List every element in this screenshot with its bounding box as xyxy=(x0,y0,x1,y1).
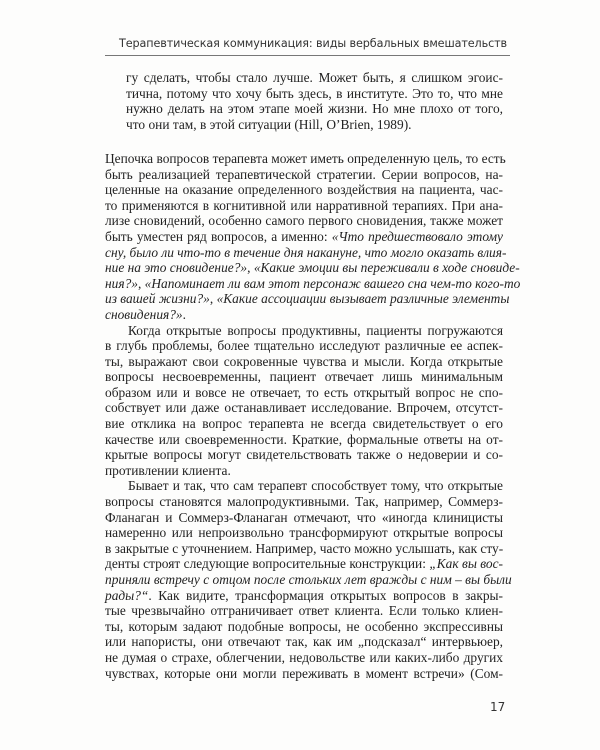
text: в глубь проблемы, более тщательно исследуют различные ее аспек- xyxy=(105,338,503,354)
text: Цепочка вопросов терапевта может иметь определенную цель, то есть xyxy=(105,150,506,166)
italic-text: из вашей жизни?» xyxy=(105,291,210,307)
italic-text: рады?“ xyxy=(105,587,149,603)
text: то применяются в когнитивной или нарративной терапиях. При ана- xyxy=(105,197,503,213)
text-line xyxy=(105,666,503,682)
text-line xyxy=(105,229,503,245)
text: гу сделать, чтобы стало лучше. Может быть, я слишком эгоис- xyxy=(126,70,503,85)
text: лизе сновидений, особенно самого первого сновидения, также может xyxy=(105,213,503,229)
text-line xyxy=(126,117,503,133)
text-line xyxy=(105,619,503,635)
text: собствует или даже останавливает исследование. Впрочем, отсутст- xyxy=(105,400,503,416)
text-line xyxy=(105,369,503,385)
paragraph xyxy=(105,478,512,681)
text-line xyxy=(105,432,503,448)
text-line xyxy=(105,150,506,167)
text: образом или и вовсе не отвечает, то есть открытый вопрос не спо- xyxy=(105,384,503,400)
italic-text: „Как вы вос- xyxy=(429,556,504,572)
paragraph xyxy=(105,150,521,323)
text: быть реализацией терапевтической стратегии. Серии вопросов, на- xyxy=(105,166,503,182)
text: ты, выражают свои сокровенные чувства и мысли. Когда открытые xyxy=(105,353,503,369)
text: , xyxy=(247,260,254,276)
text-line xyxy=(105,494,503,510)
text-line xyxy=(105,556,503,572)
text-line xyxy=(105,572,512,588)
text-line xyxy=(105,275,521,292)
text-line xyxy=(105,447,503,463)
text-line xyxy=(105,478,503,494)
text: Бывает и так, что сам терапевт способствует тому, что открытые xyxy=(128,478,503,494)
text: тична, потому что хочу быть здесь, в институте. Это то, что мне xyxy=(126,85,503,101)
text: , xyxy=(137,275,145,291)
italic-text: ния?» xyxy=(105,275,138,291)
text-line xyxy=(126,86,503,102)
italic-text: «Какие эмоции вы переживали в ходе сновиде- xyxy=(253,260,520,276)
text-line xyxy=(105,541,503,557)
text: противлении клиента. xyxy=(105,462,231,478)
text: крытые вопросы могут свидетельствовать также о недоверии и со- xyxy=(105,447,503,463)
text-line xyxy=(105,213,503,229)
text-line xyxy=(126,101,503,117)
text: ты, которым задают подобные вопросы, не особенно экспрессивны xyxy=(105,618,503,634)
header-rule xyxy=(105,55,510,56)
text-line xyxy=(105,603,503,619)
text: намеренно или непроизвольно трансформируют открытые вопросы xyxy=(105,525,503,541)
body-text xyxy=(105,70,521,681)
block-quote xyxy=(126,70,503,132)
text-line xyxy=(105,525,503,541)
text: , xyxy=(209,291,217,307)
text: денты строят следующие вопросительные конструкции: xyxy=(105,556,430,572)
text-line xyxy=(105,588,503,604)
text-line xyxy=(105,510,503,526)
text-line xyxy=(105,650,503,666)
italic-text: сну, было ли что-то в течение дня накануне, что могло оказать влия- xyxy=(105,244,507,260)
text-line xyxy=(105,338,503,354)
paragraphs xyxy=(105,150,521,681)
text-line xyxy=(105,182,503,198)
text: . xyxy=(182,306,186,322)
text-line xyxy=(105,323,503,339)
italic-text: приняли встречу с отцом после стольких лет вражды с ним – вы были xyxy=(105,572,512,587)
italic-text: «Какие ассоциации вызывает различные элементы xyxy=(216,291,510,307)
text-line xyxy=(105,198,503,214)
text: Фланаган и Соммерз-Фланаган отмечают, что «иногда клиницисты xyxy=(105,509,503,525)
text: Когда открытые вопросы продуктивны, пациенты погружаются xyxy=(128,322,503,338)
italic-text: «Что предшествовало этому xyxy=(331,228,503,244)
text-line xyxy=(105,167,503,183)
text-line xyxy=(105,416,503,432)
italic-text: «Напоминает ли вам этот персонаж вашего сна чем-то кого-то xyxy=(144,275,521,291)
text-line xyxy=(105,400,503,416)
text-line xyxy=(105,385,503,401)
text-line xyxy=(105,244,507,261)
text: вие отклика на вопрос терапевта не всегда свидетельствует о его xyxy=(105,416,503,432)
text: что они там, в этой ситуации (Hill, O’Brien, 1989). xyxy=(126,116,412,132)
text: быть уместен ряд вопросов, а именно: xyxy=(105,228,332,244)
text-line xyxy=(126,70,503,86)
text-line xyxy=(105,634,503,650)
text-line xyxy=(105,463,503,479)
page-number: 17 xyxy=(490,700,506,714)
text-line xyxy=(105,354,503,370)
text-line xyxy=(105,307,503,323)
text: . Как видите, трансформация открытых вопросов в закры- xyxy=(148,587,503,603)
text: тые чрезвычайно отграничивает ответ клиента. Если только клиен- xyxy=(105,603,503,619)
text: нужно делать на этом этапе моей жизни. Но мне плохо от того, xyxy=(126,101,503,117)
text: вопросы становятся малопродуктивными. Так, например, Соммерз- xyxy=(105,494,503,510)
paragraph xyxy=(105,323,503,479)
text: чувствах, которые они могли переживать в момент встречи» (Сом- xyxy=(105,665,503,681)
text: не думая о страхе, облегчении, недовольстве или каких-либо других xyxy=(105,649,503,665)
text-line xyxy=(105,291,510,307)
text: целенные на оказание определенного воздействия на пациента, час- xyxy=(105,182,503,198)
text-line xyxy=(105,260,520,276)
running-header: Терапевтическая коммуникация: виды вербальных вмешательств xyxy=(119,37,508,50)
text: качестве или своевременности. Краткие, формальные ответы на от- xyxy=(105,431,503,447)
italic-text: сновидения?» xyxy=(105,306,183,322)
text: в закрытые с уточнением. Например, часто можно услышать, как сту- xyxy=(105,540,504,556)
italic-text: ние на это сновидение?» xyxy=(105,260,248,276)
text: вопросы несвоевременны, пациент отвечает лишь минимальным xyxy=(105,369,503,385)
text: или напористы, они отвечают так, как им „подсказал“ интервьюер, xyxy=(105,634,503,650)
